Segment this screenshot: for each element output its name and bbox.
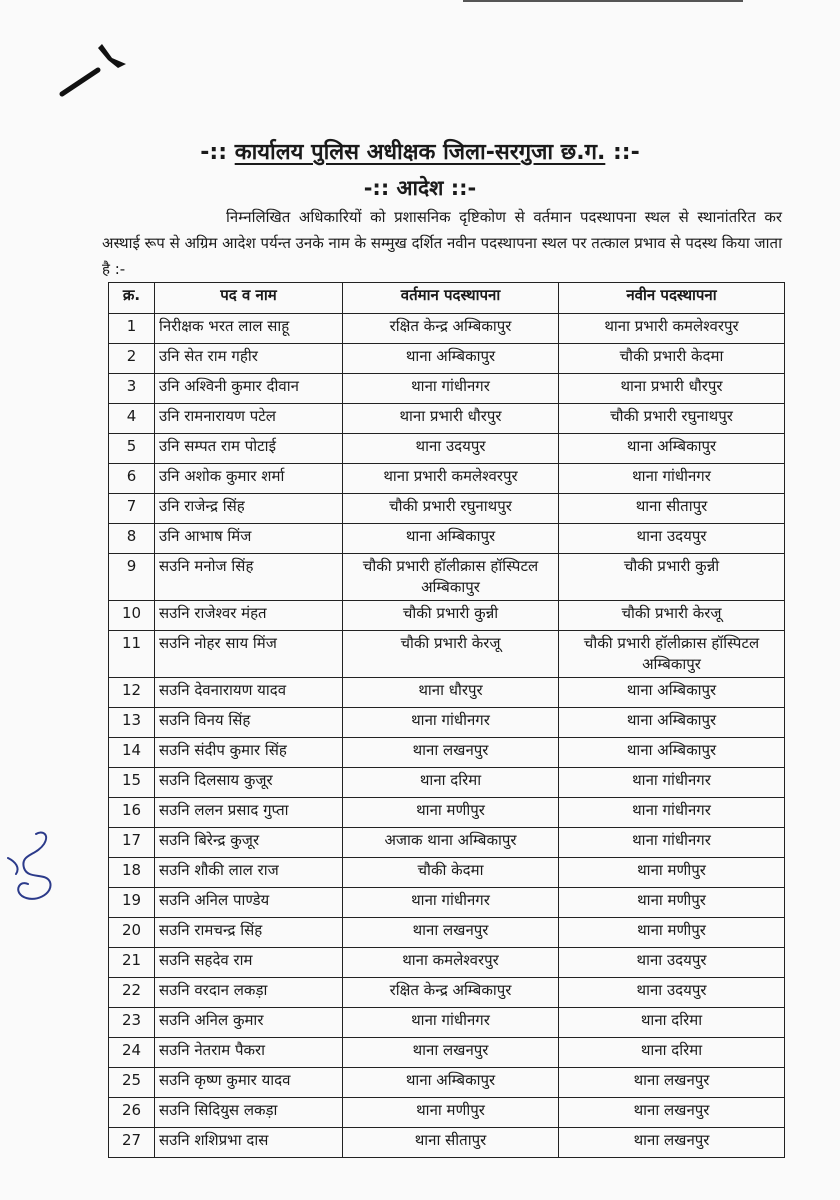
office-title-text: कार्यालय पुलिस अधीक्षक जिला-सरगुजा छ.ग. [234, 140, 606, 165]
row-name: उनि आभाष मिंज [155, 524, 343, 554]
row-current-posting: अजाक थाना अम्बिकापुर [343, 828, 559, 858]
row-name: उनि अशोक कुमार शर्मा [155, 464, 343, 494]
row-name: उनि राजेन्द्र सिंह [155, 494, 343, 524]
row-new-posting: थाना अम्बिकापुर [559, 738, 785, 768]
row-new-posting: थाना मणीपुर [559, 888, 785, 918]
row-serial: 11 [109, 631, 155, 678]
row-current-posting: थाना मणीपुर [343, 798, 559, 828]
row-serial: 20 [109, 918, 155, 948]
row-serial: 17 [109, 828, 155, 858]
table-row [109, 828, 785, 858]
row-name: सउनि संदीप कुमार सिंह [155, 738, 343, 768]
table-row [109, 1098, 785, 1128]
row-current-posting: थाना गांधीनगर [343, 374, 559, 404]
row-current-posting: चौकी केदमा [343, 858, 559, 888]
row-new-posting: थाना अम्बिकापुर [559, 678, 785, 708]
row-new-posting: थाना अम्बिकापुर [559, 708, 785, 738]
row-new-posting: थाना गांधीनगर [559, 828, 785, 858]
table-row [109, 434, 785, 464]
header-new-posting: नवीन पदस्थापना [559, 283, 785, 314]
table-row [109, 1038, 785, 1068]
row-current-posting: रक्षित केन्द्र अम्बिकापुर [343, 314, 559, 344]
row-new-posting: थाना लखनपुर [559, 1068, 785, 1098]
row-current-posting: थाना गांधीनगर [343, 708, 559, 738]
row-current-posting: चौकी प्रभारी केरजू [343, 631, 559, 678]
row-current-posting: थाना सीतापुर [343, 1128, 559, 1158]
row-new-posting: थाना उदयपुर [559, 948, 785, 978]
order-body-text: निम्नलिखित अधिकारियों को प्रशासनिक दृष्टिकोण से वर्तमान पदस्थापना स्थल से स्थानांतरित कर अस्थाई रूप से अग्रिम आदेश पर्यन्त उनके नाम के सम्मुख दर्शित नवीन पदस्थापना स्थल पर तत्काल प्रभाव से पदस्थ किया जाता है :- [102, 208, 782, 278]
row-name: सउनि वरदान लकड़ा [155, 978, 343, 1008]
header-current-posting: वर्तमान पदस्थापना [343, 283, 559, 314]
row-name: उनि रामनारायण पटेल [155, 404, 343, 434]
row-name: सउनि ललन प्रसाद गुप्ता [155, 798, 343, 828]
table-row [109, 1068, 785, 1098]
row-name: सउनि राजेश्वर मंहत [155, 601, 343, 631]
row-current-posting: थाना लखनपुर [343, 1038, 559, 1068]
table-row [109, 888, 785, 918]
order-title: -:: आदेश ::- [363, 176, 477, 200]
row-new-posting: थाना दरिमा [559, 1038, 785, 1068]
row-current-posting: थाना लखनपुर [343, 918, 559, 948]
row-serial: 18 [109, 858, 155, 888]
row-name: सउनि अनिल कुमार [155, 1008, 343, 1038]
row-current-posting: थाना प्रभारी धौरपुर [343, 404, 559, 434]
row-name: उनि सेत राम गहीर [155, 344, 343, 374]
row-current-posting: थाना धौरपुर [343, 678, 559, 708]
row-name: सउनि अनिल पाण्डेय [155, 888, 343, 918]
row-serial: 14 [109, 738, 155, 768]
row-serial: 7 [109, 494, 155, 524]
row-new-posting: थाना दरिमा [559, 1008, 785, 1038]
table-row [109, 524, 785, 554]
table-row [109, 1008, 785, 1038]
row-current-posting: थाना गांधीनगर [343, 1008, 559, 1038]
row-serial: 6 [109, 464, 155, 494]
row-new-posting: थाना उदयपुर [559, 978, 785, 1008]
row-serial: 9 [109, 554, 155, 601]
row-serial: 10 [109, 601, 155, 631]
table-row [109, 918, 785, 948]
row-serial: 5 [109, 434, 155, 464]
office-title [0, 136, 840, 166]
table-row [109, 708, 785, 738]
row-serial: 26 [109, 1098, 155, 1128]
row-new-posting: चौकी प्रभारी केरजू [559, 601, 785, 631]
row-new-posting: थाना गांधीनगर [559, 768, 785, 798]
row-name: सउनि रामचन्द्र सिंह [155, 918, 343, 948]
header-name: पद व नाम [155, 283, 343, 314]
table-row [109, 978, 785, 1008]
row-new-posting: थाना प्रभारी धौरपुर [559, 374, 785, 404]
table-row [109, 404, 785, 434]
table-row [109, 554, 785, 601]
row-name: सउनि शशिप्रभा दास [155, 1128, 343, 1158]
top-edge-rule [463, 0, 743, 2]
row-name: सउनि कृष्ण कुमार यादव [155, 1068, 343, 1098]
row-serial: 2 [109, 344, 155, 374]
table-row [109, 464, 785, 494]
row-serial: 1 [109, 314, 155, 344]
row-serial: 16 [109, 798, 155, 828]
row-name: सउनि देवनारायण यादव [155, 678, 343, 708]
row-new-posting: थाना लखनपुर [559, 1098, 785, 1128]
row-current-posting: थाना कमलेश्वरपुर [343, 948, 559, 978]
table-row [109, 948, 785, 978]
table-row [109, 344, 785, 374]
pen-mark-top-icon [54, 36, 134, 100]
row-name: सउनि नोहर साय मिंज [155, 631, 343, 678]
row-new-posting: थाना लखनपुर [559, 1128, 785, 1158]
row-current-posting: थाना उदयपुर [343, 434, 559, 464]
table-row [109, 858, 785, 888]
table-row [109, 768, 785, 798]
table-row [109, 314, 785, 344]
row-serial: 24 [109, 1038, 155, 1068]
row-new-posting: थाना गांधीनगर [559, 798, 785, 828]
row-new-posting: थाना सीतापुर [559, 494, 785, 524]
row-current-posting: थाना प्रभारी कमलेश्वरपुर [343, 464, 559, 494]
row-name: सउनि शौकी लाल राज [155, 858, 343, 888]
row-serial: 27 [109, 1128, 155, 1158]
row-new-posting: थाना मणीपुर [559, 918, 785, 948]
row-serial: 25 [109, 1068, 155, 1098]
row-name: निरीक्षक भरत लाल साहू [155, 314, 343, 344]
row-name: सउनि सहदेव राम [155, 948, 343, 978]
table-row [109, 738, 785, 768]
row-new-posting: थाना अम्बिकापुर [559, 434, 785, 464]
row-new-posting: थाना उदयपुर [559, 524, 785, 554]
row-new-posting: चौकी प्रभारी हॉलीक्रास हॉस्पिटल अम्बिकापुर [559, 631, 785, 678]
row-serial: 12 [109, 678, 155, 708]
row-name: सउनि सिदियुस लकड़ा [155, 1098, 343, 1128]
row-name: उनि अश्विनी कुमार दीवान [155, 374, 343, 404]
header-serial: क्र. [109, 283, 155, 314]
row-new-posting: थाना गांधीनगर [559, 464, 785, 494]
table-row [109, 631, 785, 678]
row-serial: 22 [109, 978, 155, 1008]
table-header-row [109, 283, 785, 314]
handwritten-initial-mark [6, 828, 66, 908]
row-current-posting: थाना मणीपुर [343, 1098, 559, 1128]
row-new-posting: थाना प्रभारी कमलेश्वरपुर [559, 314, 785, 344]
row-current-posting: थाना अम्बिकापुर [343, 1068, 559, 1098]
row-current-posting: रक्षित केन्द्र अम्बिकापुर [343, 978, 559, 1008]
row-current-posting: चौकी प्रभारी कुन्नी [343, 601, 559, 631]
row-current-posting: थाना अम्बिकापुर [343, 524, 559, 554]
row-name: सउनि विनय सिंह [155, 708, 343, 738]
table-row [109, 494, 785, 524]
row-serial: 19 [109, 888, 155, 918]
transfer-table [108, 282, 785, 1158]
row-name: सउनि बिरेन्द्र कुजूर [155, 828, 343, 858]
row-name: सउनि मनोज सिंह [155, 554, 343, 601]
row-name: सउनि नेतराम पैकरा [155, 1038, 343, 1068]
row-serial: 13 [109, 708, 155, 738]
row-serial: 8 [109, 524, 155, 554]
row-new-posting: थाना मणीपुर [559, 858, 785, 888]
row-current-posting: थाना लखनपुर [343, 738, 559, 768]
table-row [109, 798, 785, 828]
row-serial: 23 [109, 1008, 155, 1038]
row-current-posting: चौकी प्रभारी रघुनाथपुर [343, 494, 559, 524]
table-row [109, 374, 785, 404]
row-current-posting: थाना गांधीनगर [343, 888, 559, 918]
row-serial: 15 [109, 768, 155, 798]
row-serial: 4 [109, 404, 155, 434]
row-name: उनि सम्पत राम पोटाई [155, 434, 343, 464]
table-row [109, 678, 785, 708]
row-serial: 3 [109, 374, 155, 404]
row-name: सउनि दिलसाय कुजूर [155, 768, 343, 798]
office-title-prefix: -:: [200, 140, 235, 165]
row-new-posting: चौकी प्रभारी रघुनाथपुर [559, 404, 785, 434]
row-current-posting: थाना अम्बिकापुर [343, 344, 559, 374]
row-current-posting: थाना दरिमा [343, 768, 559, 798]
table-row [109, 601, 785, 631]
row-serial: 21 [109, 948, 155, 978]
table-row [109, 1128, 785, 1158]
row-current-posting: चौकी प्रभारी हॉलीक्रास हॉस्पिटल अम्बिकापुर [343, 554, 559, 601]
office-title-suffix: ::- [605, 140, 640, 165]
row-new-posting: चौकी प्रभारी केदमा [559, 344, 785, 374]
row-new-posting: चौकी प्रभारी कुन्नी [559, 554, 785, 601]
